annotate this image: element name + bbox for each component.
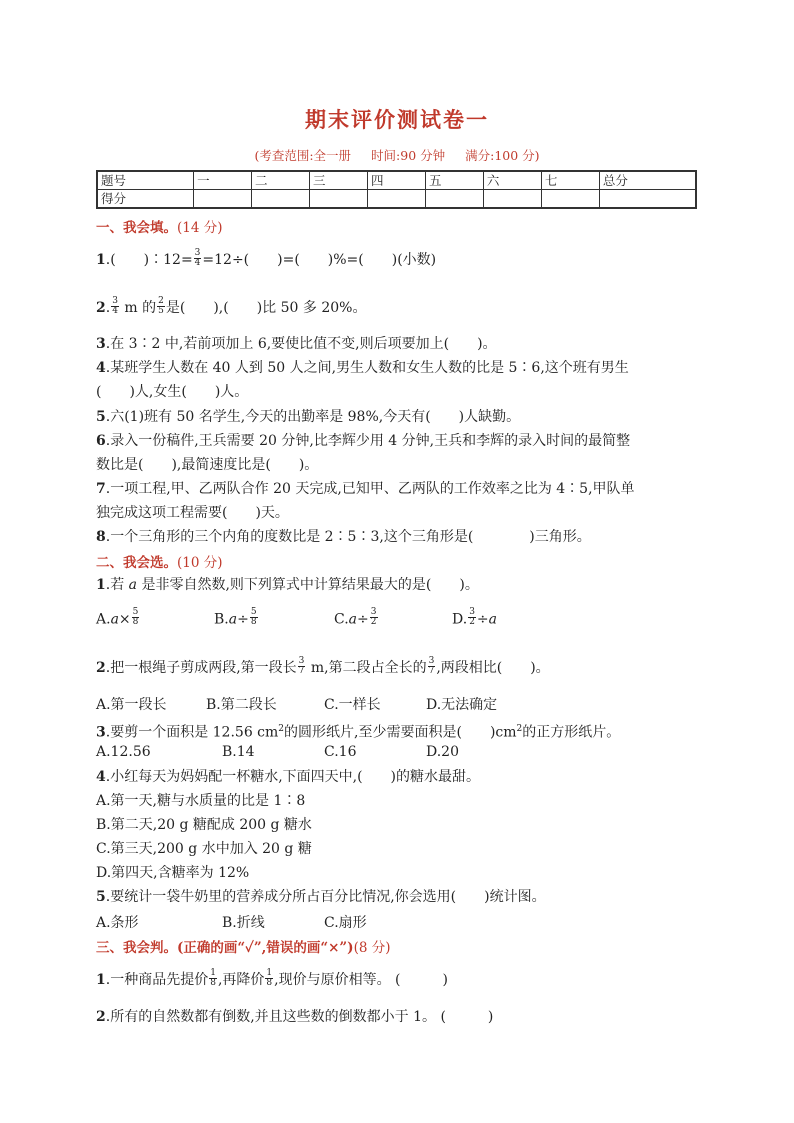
option-b[interactable]: B.第二天,20 g 糖配成 200 g 糖水 bbox=[96, 817, 312, 833]
score-blank-cell[interactable] bbox=[541, 190, 599, 209]
judge-question-1: 1.一种商品先提价 $\frac{1}{8}$ ,再降价 $\frac{1}{8}$ ,现价与原价相等。 ( ) bbox=[96, 967, 448, 988]
fraction: $\frac{2}{5}$ bbox=[158, 295, 164, 316]
score-blank-cell[interactable] bbox=[194, 190, 252, 209]
fraction: $\frac{5}{8}$ bbox=[250, 607, 257, 627]
score-cell: 七 bbox=[541, 171, 599, 190]
judge-question-2: 2.所有的自然数都有倒数,并且这些数的倒数都小于 1。 ( ) bbox=[96, 1009, 494, 1025]
option-d[interactable]: D.第四天,含糖率为 12% bbox=[96, 865, 250, 881]
score-cell: 五 bbox=[425, 171, 483, 190]
choose-question-3: 3.要剪一个面积是 12.56 $cm^2$的圆形纸片,至少需要面积是( )$cm^2$的正方形纸片。 bbox=[96, 724, 621, 741]
score-blank-cell[interactable] bbox=[425, 190, 483, 209]
option-d[interactable]: D.20 bbox=[426, 744, 459, 760]
score-cell: 得分 bbox=[97, 190, 194, 209]
fill-question-6: 6.录入一份稿件,王兵需要 20 分钟,比李辉少用 4 分钟,王兵和李辉的录入时间的最简整 数比是( ),最简速度比是( )。 bbox=[96, 433, 631, 473]
option-a[interactable]: A.第一天,糖与水质量的比是 1∶8 bbox=[96, 793, 306, 809]
option-a[interactable]: A.12.56 bbox=[96, 744, 151, 760]
exam-info bbox=[0, 146, 794, 164]
section-heading: 三、我会判。(正确的画“✓”,错误的画“×”)(8 分) bbox=[96, 940, 391, 956]
section-heading: 一、我会填。(14 分) bbox=[96, 220, 223, 236]
option-d[interactable]: D. $\frac{3}{2}$ ÷a bbox=[452, 607, 498, 628]
choose-question-2: 2.把一根绳子剪成两段,第一段长 $\frac{3}{7}$ m,第二段占全长的 $\frac{3}{7}$ ,两段相比( )。 bbox=[96, 655, 550, 676]
option-b[interactable]: B.折线 bbox=[222, 915, 265, 931]
fraction: $\frac{3}{7}$ bbox=[428, 655, 435, 676]
option-b[interactable]: B.a÷ $\frac{5}{8}$ bbox=[214, 607, 257, 628]
score-cell: 六 bbox=[483, 171, 541, 190]
score-cell: 二 bbox=[252, 171, 310, 190]
score-table-score-row bbox=[97, 190, 696, 209]
option-b[interactable]: B.14 bbox=[222, 744, 255, 760]
choose-question-4: 4.小红每天为妈妈配一杯糖水,下面四天中,( )的糖水最甜。 bbox=[96, 769, 481, 785]
option-d[interactable]: D.无法确定 bbox=[426, 697, 498, 713]
score-blank-cell[interactable] bbox=[367, 190, 425, 209]
page-title: 期末评价测试卷一 bbox=[305, 107, 489, 132]
section-heading: 二、我会选。(10 分) bbox=[96, 555, 223, 571]
fill-question-8: 8.一个三角形的三个内角的度数比是 2∶5∶3,这个三角形是( )三角形。 bbox=[96, 529, 591, 545]
choose-question-1: 1.若 a 是非零自然数,则下列算式中计算结果最大的是( )。 bbox=[96, 577, 479, 593]
option-c[interactable]: C.a÷ $\frac{3}{2}$ bbox=[334, 607, 377, 628]
fill-question-3: 3.在 3∶2 中,若前项加上 6,要使比值不变,则后项要加上( )。 bbox=[96, 336, 497, 352]
fraction: $\frac{3}{4}$ bbox=[112, 295, 118, 316]
score-table bbox=[96, 170, 697, 209]
score-cell: 四 bbox=[367, 171, 425, 190]
fill-question-7: 7.一项工程,甲、乙两队合作 20 天完成,已知甲、乙两队的工作效率之比为 4∶5,甲队单 独完成这项工程需要( )天。 bbox=[96, 481, 635, 521]
score-blank-cell[interactable] bbox=[599, 190, 696, 209]
option-c[interactable]: C.16 bbox=[324, 744, 357, 760]
fraction: $\frac{5}{8}$ bbox=[132, 607, 139, 627]
option-c[interactable]: C.第三天,200 g 水中加入 20 g 糖 bbox=[96, 841, 312, 857]
score-blank-cell[interactable] bbox=[483, 190, 541, 209]
option-a[interactable]: A.a× $\frac{5}{8}$ bbox=[96, 607, 139, 628]
option-a[interactable]: A.第一段长 bbox=[96, 697, 167, 713]
fraction: $\frac{3}{2}$ bbox=[370, 607, 377, 627]
option-b[interactable]: B.第二段长 bbox=[206, 697, 277, 713]
option-c[interactable]: C.扇形 bbox=[324, 915, 367, 931]
exam-time: 时间:90 分钟 bbox=[371, 148, 446, 163]
fill-question-4: 4.某班学生人数在 40 人到 50 人之间,男生人数和女生人数的比是 5∶6,这个班有男生 ( )人,女生( )人。 bbox=[96, 360, 629, 400]
exam-full-score: 满分:100 分) bbox=[465, 148, 540, 163]
fill-question-1: 1.( )∶12= $\frac{3}{4}$ =12÷( )=( )%=( )(小数) bbox=[96, 247, 437, 268]
fraction: $\frac{3}{7}$ bbox=[298, 655, 305, 676]
exam-scope: (考查范围:全一册 bbox=[254, 148, 352, 163]
score-blank-cell[interactable] bbox=[310, 190, 368, 209]
fraction: $\frac{1}{8}$ bbox=[210, 967, 216, 988]
fill-question-2: 2. $\frac{3}{4}$ m 的 $\frac{2}{5}$ 是( ),( )比 50 多 20%。 bbox=[96, 295, 367, 316]
score-table-header-row bbox=[97, 171, 696, 190]
fraction: $\frac{1}{8}$ bbox=[266, 967, 273, 988]
score-cell: 总分 bbox=[599, 171, 696, 190]
fill-question-5: 5.六(1)班有 50 名学生,今天的出勤率是 98%,今天有( )人缺勤。 bbox=[96, 409, 521, 425]
score-cell: 题号 bbox=[97, 171, 194, 190]
fraction: $\frac{3}{2}$ bbox=[469, 607, 475, 627]
fraction: $\frac{3}{4}$ bbox=[194, 247, 201, 268]
score-blank-cell[interactable] bbox=[252, 190, 310, 209]
choose-question-5: 5.要统计一袋牛奶里的营养成分所占百分比情况,你会选用( )统计图。 bbox=[96, 889, 546, 905]
option-c[interactable]: C.一样长 bbox=[324, 697, 381, 713]
option-a[interactable]: A.条形 bbox=[96, 915, 139, 931]
score-cell: 一 bbox=[194, 171, 252, 190]
score-cell: 三 bbox=[310, 171, 368, 190]
